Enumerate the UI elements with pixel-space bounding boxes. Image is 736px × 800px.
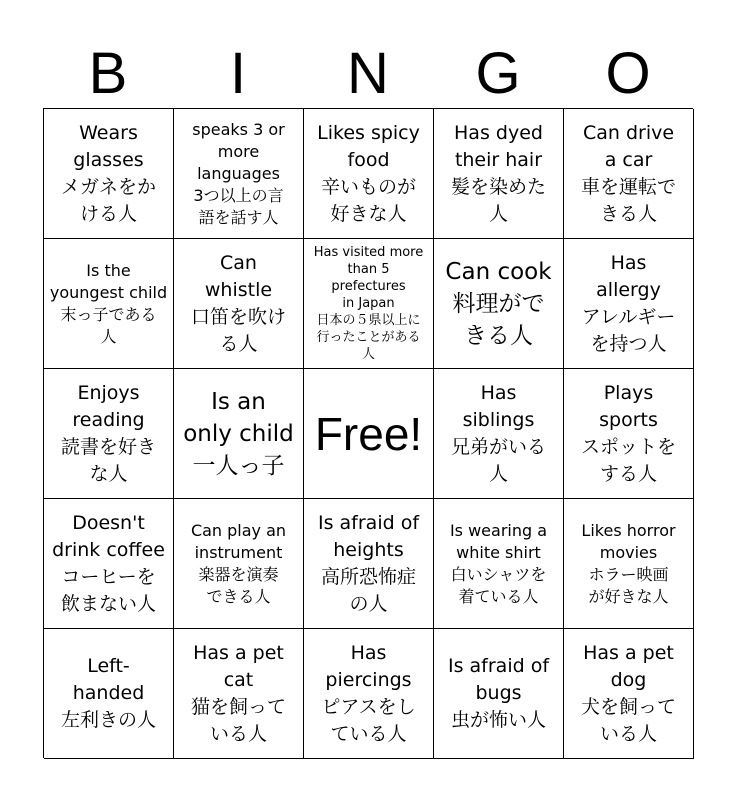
- bingo-cell-r4c2[interactable]: [174, 499, 304, 629]
- bingo-cell-r5c1[interactable]: [44, 629, 174, 759]
- bingo-cell-r1c5[interactable]: [564, 109, 694, 239]
- cell-label: Enjoys reading 読書を好き な人: [60, 381, 156, 485]
- bingo-cell-r2c1[interactable]: [44, 239, 174, 369]
- cell-label: Can cook 料理がで きる人: [445, 258, 552, 349]
- cell-label: Is afraid of heights 高所恐怖症 の人: [317, 511, 420, 615]
- cell-label: Wears glasses メガネをか ける人: [60, 121, 156, 225]
- bingo-cell-r2c3[interactable]: [304, 239, 434, 369]
- bingo-cell-r5c3[interactable]: [304, 629, 434, 759]
- header-letter-o: O: [605, 41, 651, 106]
- header-letter-b: B: [88, 41, 128, 106]
- bingo-header: [43, 40, 693, 108]
- bingo-cell-r5c2[interactable]: [174, 629, 304, 759]
- bingo-cell-r5c5[interactable]: [564, 629, 694, 759]
- header-letter-g: G: [475, 41, 521, 106]
- bingo-cell-r3c2[interactable]: [174, 369, 304, 499]
- bingo-cell-r3c1[interactable]: [44, 369, 174, 499]
- bingo-cell-r3c5[interactable]: [564, 369, 694, 499]
- bingo-cell-free[interactable]: [304, 369, 434, 499]
- cell-label: Left- handed 左利きの人: [60, 655, 156, 731]
- cell-label: Is the youngest child 末っ子である 人: [49, 260, 168, 346]
- bingo-cell-r2c5[interactable]: [564, 239, 694, 369]
- cell-label: Has dyed their hair 髪を染めた 人: [450, 121, 546, 225]
- cell-label: Has allergy アレルギー を持つ人: [581, 251, 676, 355]
- bingo-cell-r4c1[interactable]: [44, 499, 174, 629]
- cell-label: Has piercings ピアスをし ている人: [321, 641, 416, 745]
- cell-label: Plays sports スポットを する人: [580, 381, 676, 485]
- cell-label: Can whistle 口笛を吹け る人: [190, 251, 286, 355]
- cell-label: Doesn't drink coffee コーヒーを 飲まない人: [52, 511, 165, 615]
- bingo-cell-r4c5[interactable]: [564, 499, 694, 629]
- bingo-cell-r4c4[interactable]: [434, 499, 564, 629]
- header-letter-i: I: [229, 41, 247, 106]
- bingo-board: [43, 108, 693, 758]
- cell-label: Has a pet dog 犬を飼って いる人: [580, 641, 676, 745]
- bingo-cell-r4c3[interactable]: [304, 499, 434, 629]
- cell-label: Is afraid of bugs 虫が怖い人: [447, 655, 550, 731]
- cell-label: Likes spicy food 辛いものが 好きな人: [317, 121, 420, 225]
- bingo-cell-r1c2[interactable]: [174, 109, 304, 239]
- bingo-cell-r3c4[interactable]: [434, 369, 564, 499]
- bingo-cell-r2c4[interactable]: [434, 239, 564, 369]
- bingo-cell-r1c3[interactable]: [304, 109, 434, 239]
- bingo-cell-r1c4[interactable]: [434, 109, 564, 239]
- cell-label: Can drive a car 車を運転で きる人: [580, 121, 676, 225]
- cell-label: Has a pet cat 猫を飼って いる人: [190, 641, 286, 745]
- cell-label: Has siblings 兄弟がいる 人: [450, 381, 546, 485]
- bingo-cell-r2c2[interactable]: [174, 239, 304, 369]
- free-space-label: Free!: [314, 407, 423, 460]
- cell-label: Is wearing a white shirt 白いシャツを 着ている人: [449, 520, 548, 606]
- cell-label: Likes horror movies ホラー映画 が好きな人: [581, 520, 676, 606]
- bingo-cell-r1c1[interactable]: [44, 109, 174, 239]
- cell-label: Has visited more than 5 prefectures in Japan 日本の５県以上に 行ったことがある 人: [313, 245, 424, 362]
- cell-label: Is an only child 一人っ子: [183, 388, 294, 479]
- header-letter-n: N: [347, 41, 389, 106]
- cell-label: Can play an instrument 楽器を演奏 できる人: [190, 520, 287, 606]
- cell-label: speaks 3 or more languages 3つ以上の言 語を話す人: [192, 119, 285, 227]
- bingo-cell-r5c4[interactable]: [434, 629, 564, 759]
